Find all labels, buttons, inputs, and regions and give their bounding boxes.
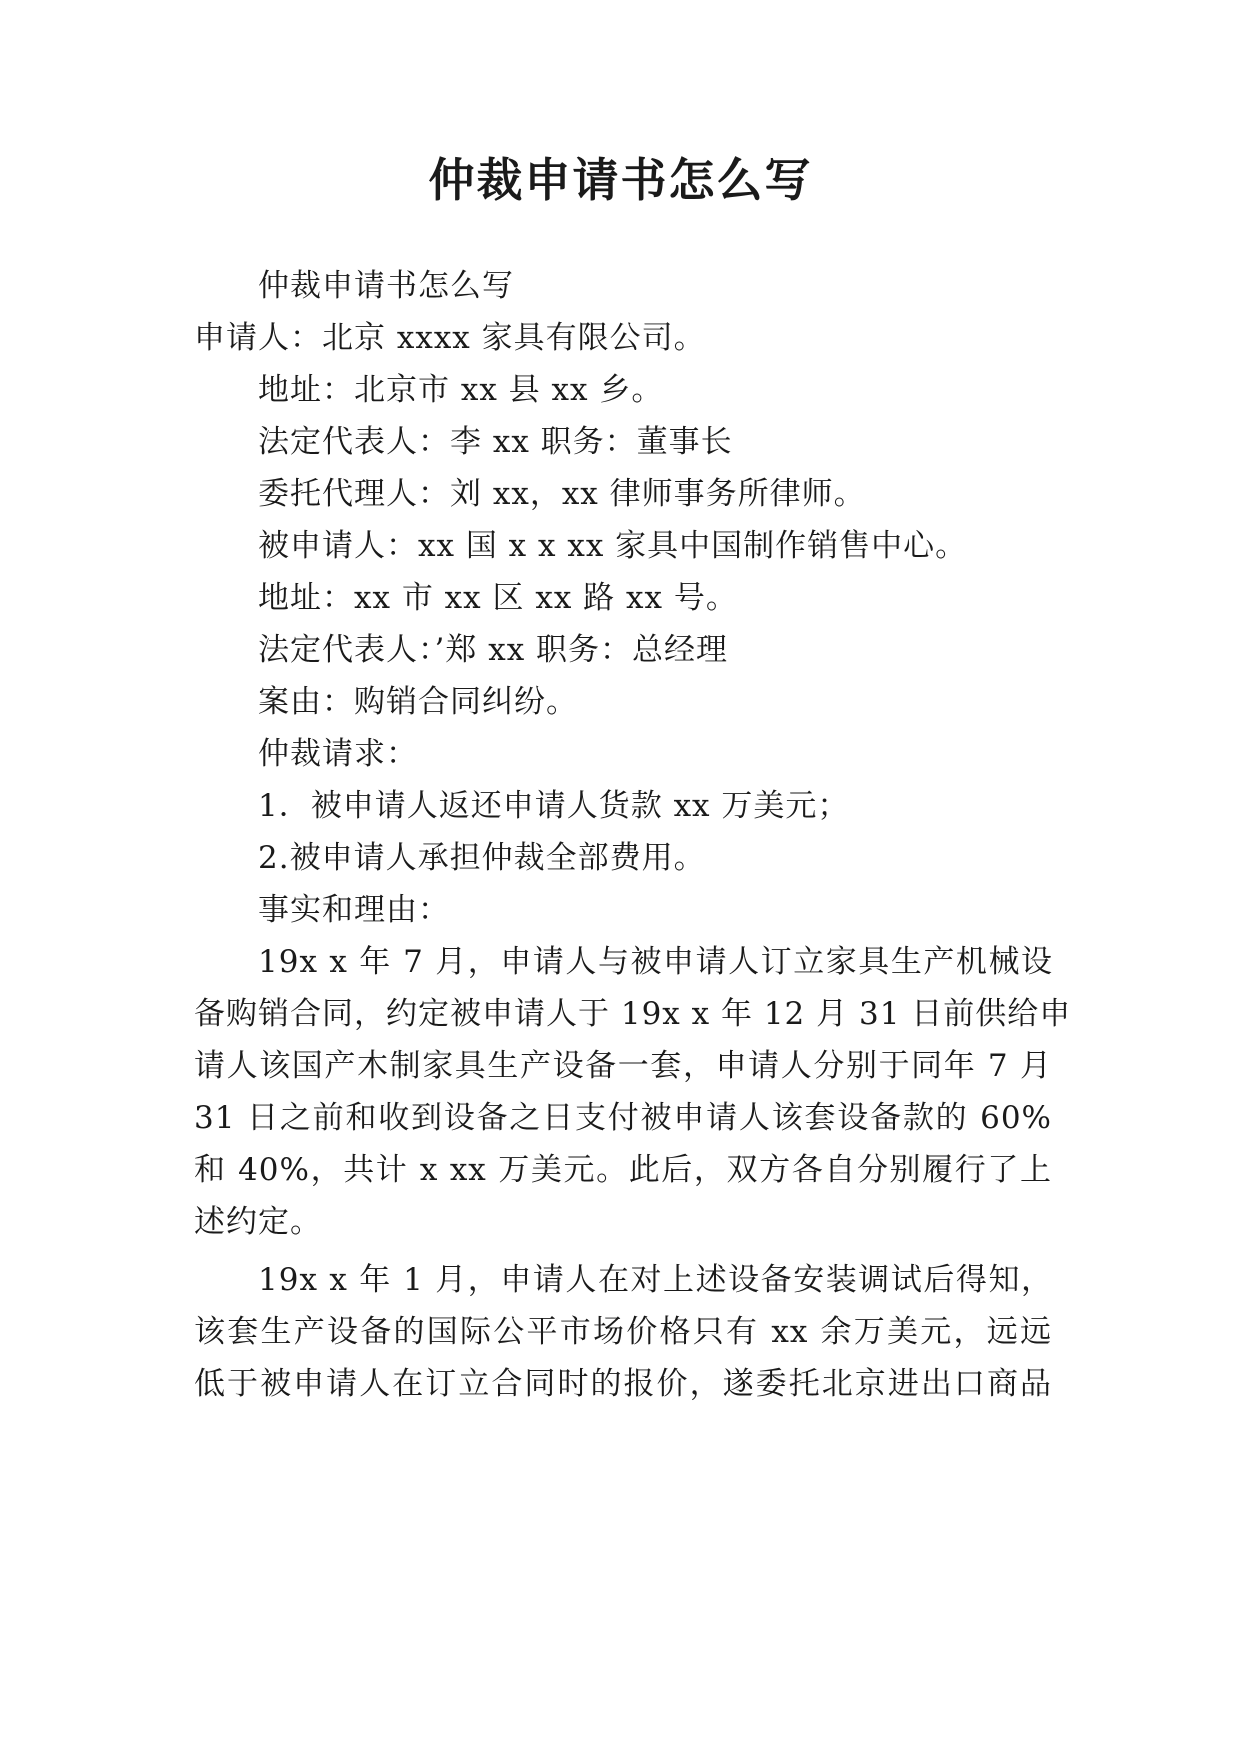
respondent-legal-rep-line: 法定代表人：’郑 xx 职务：总经理 <box>258 632 729 668</box>
paragraph-1-line-1: 19x x 年 7 月，申请人与被申请人订立家具生产机械设 <box>258 944 1053 980</box>
paragraph-2-line-3: 低于被申请人在订立合同时的报价，遂委托北京进出口商品 <box>194 1366 1052 1402</box>
case-cause-line: 案由：购销合同纠纷。 <box>258 684 578 720</box>
applicant-line: 申请人：北京 xxxx 家具有限公司。 <box>194 320 706 356</box>
respondent-line: 被申请人：xx 国 x x xx 家具中国制作销售中心。 <box>258 528 968 564</box>
paragraph-1-line-5: 和 40%，共计 x xx 万美元。此后，双方各自分别履行了上 <box>194 1152 1052 1188</box>
claim-item-1: 1．被申请人返还申请人货款 xx 万美元； <box>258 788 850 824</box>
paragraph-1-line-3: 请人该国产木制家具生产设备一套，申请人分别于同年 7 月 <box>194 1048 1052 1084</box>
claims-heading: 仲裁请求： <box>258 736 418 772</box>
paragraph-1-line-6: 述约定。 <box>194 1204 322 1240</box>
applicant-address-line: 地址：北京市 xx 县 xx 乡。 <box>258 372 664 408</box>
paragraph-2-line-2: 该套生产设备的国际公平市场价格只有 xx 余万美元，远远 <box>194 1314 1052 1350</box>
respondent-address-line: 地址：xx 市 xx 区 xx 路 xx 号。 <box>258 580 738 616</box>
document-title: 仲裁申请书怎么写 <box>428 153 813 207</box>
paragraph-1-line-2: 备购销合同，约定被申请人于 19x x 年 12 月 31 日前供给申 <box>194 996 1072 1032</box>
subtitle-line: 仲裁申请书怎么写 <box>258 268 514 304</box>
agent-line: 委托代理人：刘 xx，xx 律师事务所律师。 <box>258 476 866 512</box>
applicant-legal-rep-line: 法定代表人：李 xx 职务：董事长 <box>258 424 733 460</box>
facts-heading: 事实和理由： <box>258 892 450 928</box>
paragraph-2-line-1: 19x x 年 1 月，申请人在对上述设备安装调试后得知， <box>258 1262 1053 1298</box>
paragraph-1-line-4: 31 日之前和收到设备之日支付被申请人该套设备款的 60% <box>194 1100 1052 1136</box>
claim-item-2: 2.被申请人承担仲裁全部费用。 <box>258 840 706 876</box>
